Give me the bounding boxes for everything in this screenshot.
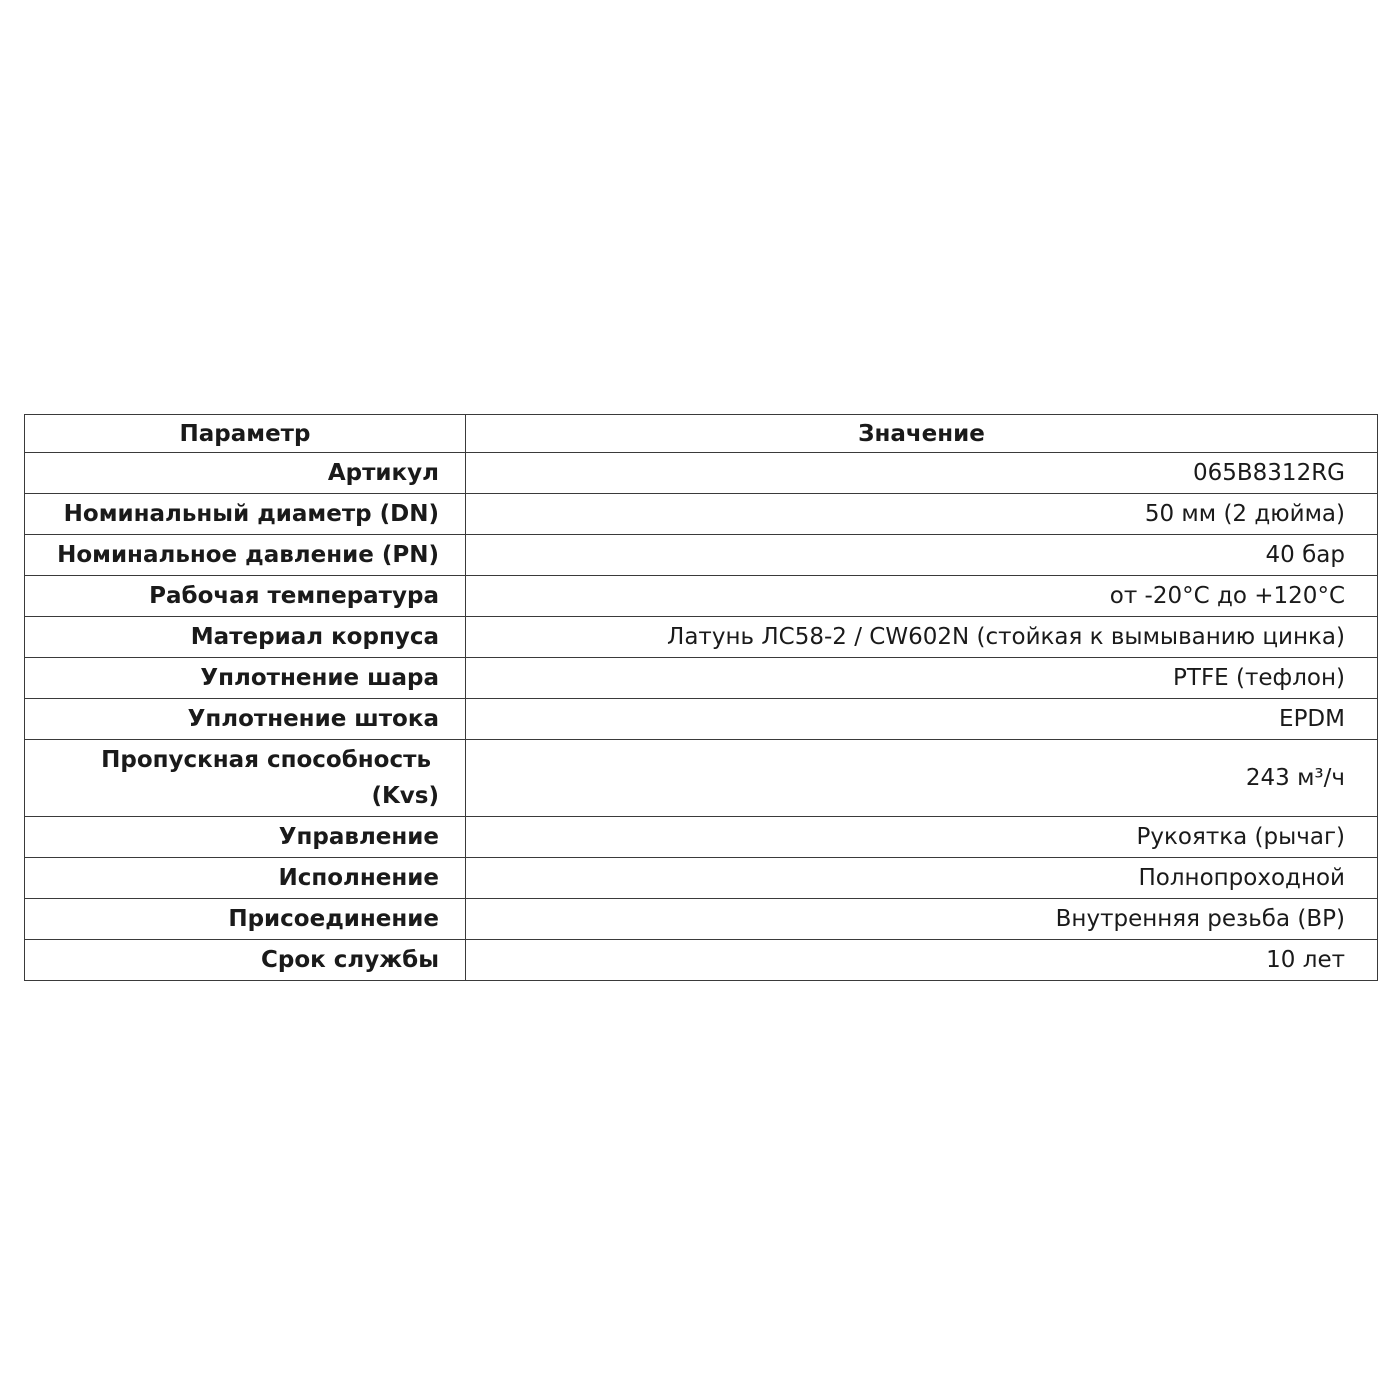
param-cell-line2: (Kvs) (371, 783, 439, 809)
param-cell: Номинальное давление (PN) (25, 535, 466, 576)
table-row (25, 940, 1378, 981)
param-cell: Присоединение (25, 899, 466, 940)
value-cell: 243 м³/ч (466, 740, 1378, 817)
table-row (25, 899, 1378, 940)
header-value: Значение (466, 415, 1378, 453)
value-cell: Полнопроходной (466, 858, 1378, 899)
spec-table (24, 414, 1378, 981)
table-row (25, 699, 1378, 740)
table-row (25, 453, 1378, 494)
table-row (25, 494, 1378, 535)
table-row (25, 658, 1378, 699)
param-cell: Уплотнение шара (25, 658, 466, 699)
value-cell: 50 мм (2 дюйма) (466, 494, 1378, 535)
table-row (25, 740, 1378, 817)
param-cell: Номинальный диаметр (DN) (25, 494, 466, 535)
value-cell: Рукоятка (рычаг) (466, 817, 1378, 858)
param-cell-line1: Пропускная способность (101, 747, 431, 773)
table-row (25, 858, 1378, 899)
table-header-row (25, 415, 1378, 453)
value-cell: PTFE (тефлон) (466, 658, 1378, 699)
param-cell: Рабочая температура (25, 576, 466, 617)
param-cell: Исполнение (25, 858, 466, 899)
value-cell: от -20°C до +120°C (466, 576, 1378, 617)
value-cell: EPDM (466, 699, 1378, 740)
value-cell: Латунь ЛС58-2 / CW602N (стойкая к вымыванию цинка) (466, 617, 1378, 658)
table-row (25, 617, 1378, 658)
param-cell: Уплотнение штока (25, 699, 466, 740)
value-cell: 40 бар (466, 535, 1378, 576)
value-cell: 065B8312RG (466, 453, 1378, 494)
table-row (25, 535, 1378, 576)
value-cell: Внутренняя резьба (ВР) (466, 899, 1378, 940)
param-cell (25, 740, 466, 817)
param-cell: Артикул (25, 453, 466, 494)
table-row (25, 817, 1378, 858)
param-cell: Материал корпуса (25, 617, 466, 658)
header-param: Параметр (25, 415, 466, 453)
param-cell: Срок службы (25, 940, 466, 981)
value-cell: 10 лет (466, 940, 1378, 981)
table-row (25, 576, 1378, 617)
param-cell: Управление (25, 817, 466, 858)
